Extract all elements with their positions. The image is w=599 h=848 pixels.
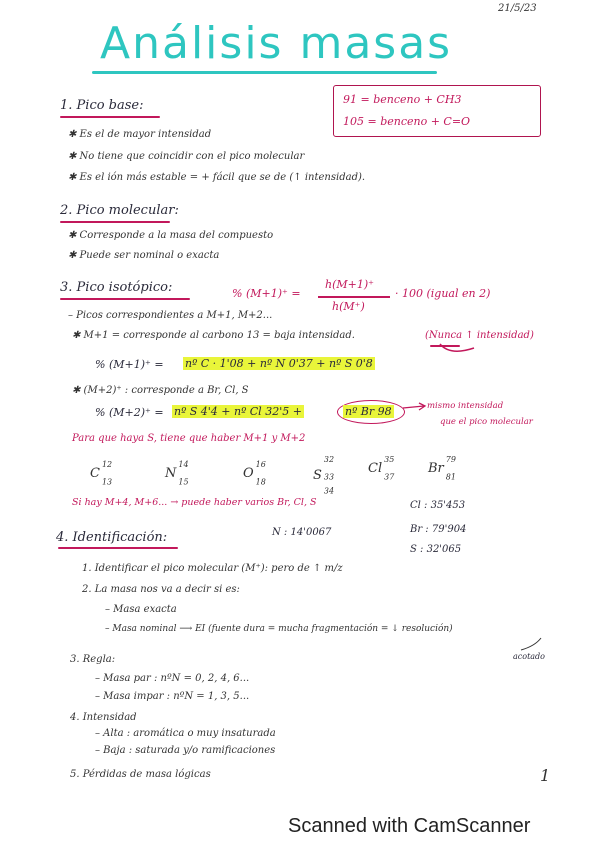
isotope-mass: 13 [101,477,113,487]
isotope-mass: 18 [255,477,266,487]
isotope-symbol: Cl [368,460,383,476]
s2-bullet-2: ✱ Puede ser nominal o exacta [68,250,220,261]
formula-2-highlight: nº S 4'4 + nº Cl 32'5 + [174,405,302,418]
section-1-heading: 1. Pico base: [60,98,144,113]
s1-bullet-3: ✱ Es el ión más estable = + fácil que se de (↑ intensidad). [68,172,366,183]
never-swoosh-icon [438,342,478,354]
identification-step-2a: – Masa exacta [105,604,177,615]
isotope-mass: 35 [384,455,395,464]
isotope-n [165,460,189,487]
s3-line-1: – Picos correspondientes a M+1, M+2... [68,310,273,321]
br-mass: Br : 79'904 [410,524,467,535]
curve-arrow-icon [515,636,545,654]
s3-line-2: ✱ M+1 = corresponde al carbono 13 = baja intensidad. [72,330,355,341]
s3-line-5: Si hay M+4, M+6... → puede haber varios Br, Cl, S [72,497,317,508]
isotope-mass: 81 [445,472,456,482]
isotope-mass: 79 [445,455,456,464]
identification-step-1: 1. Identificar el pico molecular (M⁺): pero de ↑ m/z [82,563,343,574]
section-4-heading: 4. Identificación: [56,530,168,545]
note-molecular-peak: que el pico molecular [440,417,533,427]
isotope-br [428,455,456,482]
pct-formula-lhs: % (M+1)⁺ = [232,287,301,300]
identification-step-2: 2. La masa nos va a decir si es: [82,584,240,595]
box-line-1: 91 = benceno + CH3 [343,93,462,106]
pct-formula-denominator: h(M⁺) [332,300,365,313]
n-mass: N : 14'0067 [272,527,332,538]
pct-formula-numerator: h(M+1)⁺ [325,278,374,291]
isotope-o [243,460,266,487]
note-same-intensity: mismo intensidad [427,401,504,411]
isotope-mass: 34 [323,486,335,496]
section-3-underline [60,298,190,300]
isotope-symbol: O [243,465,254,481]
page-number: 1 [540,766,551,785]
acotado-note: acotado [513,652,545,661]
s1-bullet-1: ✱ Es el de mayor intensidad [68,129,212,140]
section-2-heading: 2. Pico molecular: [60,203,179,218]
camscanner-footer: Scanned with CamScanner [288,815,531,837]
pct-formula-tail: · 100 (igual en 2) [395,287,491,300]
isotope-mass: 15 [178,477,189,487]
section-3-heading: 3. Pico isotópico: [60,280,173,295]
isotope-s [313,455,334,496]
identification-step-2b: – Masa nominal ⟶ EI (fuente dura = mucha fragmentación = ↓ resolución) [105,624,453,634]
box-line-2: 105 = benceno + C=O [343,115,471,128]
title-underline [92,71,437,74]
identification-step-4b: – Baja : saturada y/o ramificaciones [95,745,276,756]
fraction-bar [318,296,390,298]
s1-bullet-2: ✱ No tiene que coincidir con el pico molecular [68,151,305,162]
isotope-mass: 16 [255,460,266,469]
formula-1-lhs: % (M+1)⁺ = [95,358,164,371]
s2-bullet-1: ✱ Corresponde a la masa del compuesto [68,230,274,241]
isotope-c [90,460,112,487]
section-2-underline [60,221,170,223]
formula-1-highlight: nº C · 1'08 + nº N 0'37 + nº S 0'8 [185,357,373,370]
formula-2-br: nº Br 98 [345,405,392,418]
s3-line-3: ✱ (M+2)⁺ : corresponde a Br, Cl, S [72,385,249,396]
identification-step-4: 4. Intensidad [70,712,137,723]
arrow-icon [402,402,428,412]
identification-step-4a: – Alta : aromática o muy insaturada [95,728,276,739]
isotope-mass: 37 [384,472,395,482]
page-title: Análisis masas [100,18,453,69]
isotope-symbol: C [90,465,100,481]
isotope-mass: 14 [178,460,189,469]
identification-step-3a: – Masa par : nºN = 0, 2, 4, 6... [95,673,250,684]
isotope-symbol: S [313,467,322,483]
cl-mass: Cl : 35'453 [410,500,466,511]
s3-line-4: Para que haya S, tiene que haber M+1 y M+2 [72,433,306,444]
identification-step-3: 3. Regla: [70,654,116,665]
isotope-mass: 32 [323,455,335,464]
isotope-symbol: Br [428,460,444,476]
formula-2-lhs: % (M+2)⁺ = [95,406,164,419]
s-mass: S : 32'065 [410,544,462,555]
isotope-mass: 12 [101,460,113,469]
s3-never-note: (Nunca ↑ intensidad) [425,330,534,341]
identification-step-5: 5. Pérdidas de masa lógicas [70,769,211,780]
isotope-mass: 33 [323,472,335,482]
isotope-symbol: N [165,465,177,481]
date: 21/5/23 [498,3,537,14]
section-4-underline [58,547,178,549]
section-1-underline [60,116,160,118]
identification-step-3b: – Masa impar : nºN = 1, 3, 5... [95,691,250,702]
isotope-cl [368,455,394,482]
